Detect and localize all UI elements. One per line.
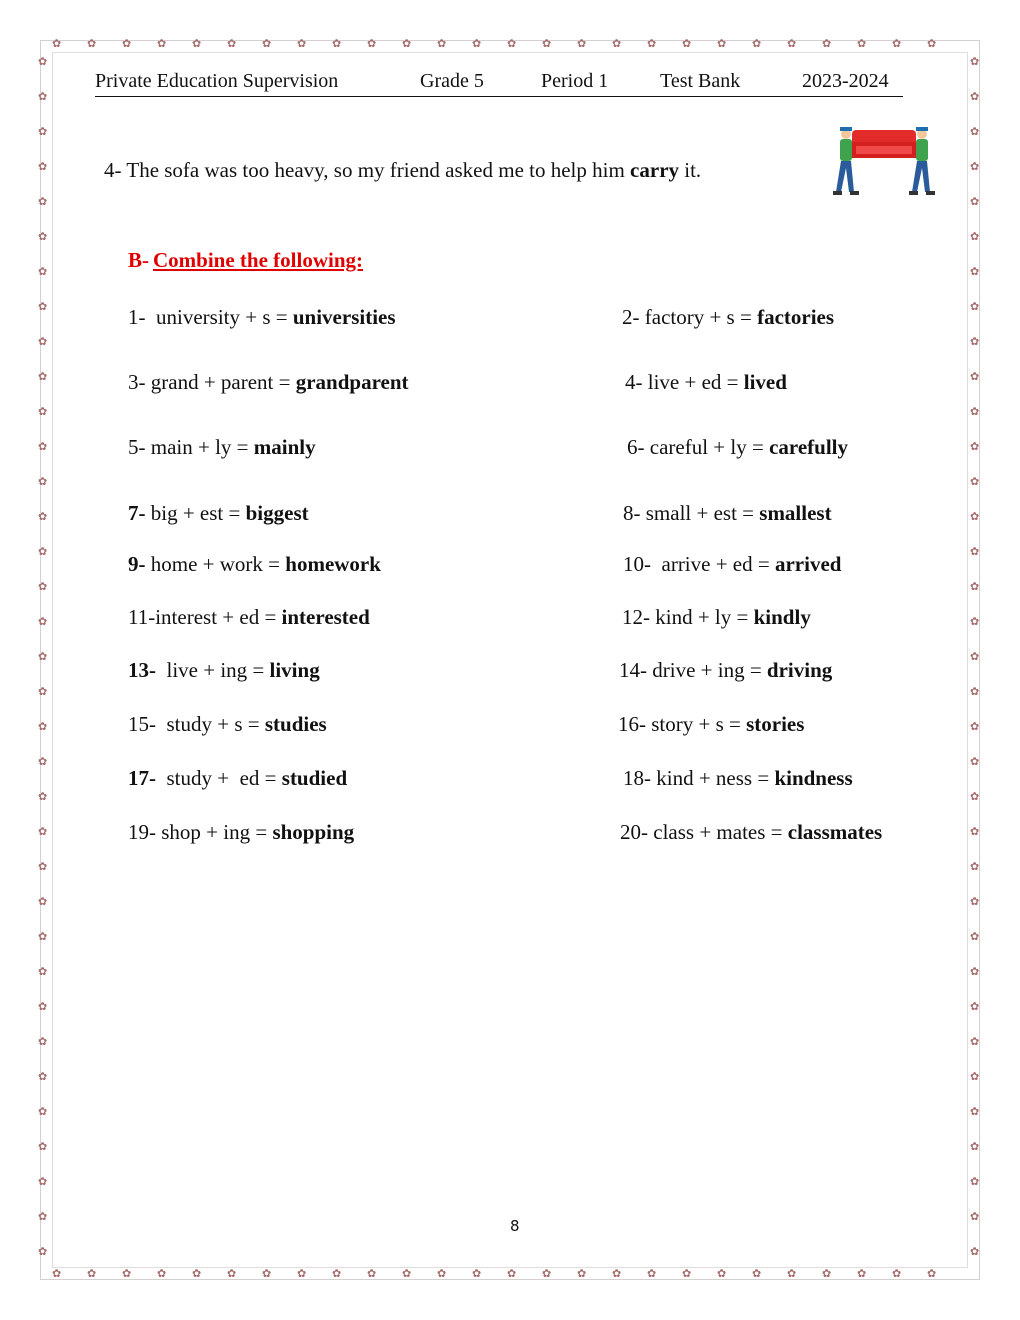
border-ornament: ✿ bbox=[970, 125, 980, 138]
item-answer: arrived bbox=[774, 552, 842, 576]
item-number: 17- bbox=[128, 766, 156, 790]
combine-item bbox=[618, 712, 804, 737]
border-ornament: ✿ bbox=[38, 440, 48, 453]
header-grade: Grade 5 bbox=[420, 70, 484, 92]
border-ornament: ✿ bbox=[752, 37, 762, 50]
combine-item bbox=[128, 766, 347, 791]
border-ornament: ✿ bbox=[157, 1267, 167, 1280]
item-answer: interested bbox=[281, 605, 370, 629]
item-number: 18- bbox=[623, 766, 657, 790]
item-number: 7- bbox=[128, 501, 146, 525]
item-answer: grandparent bbox=[295, 370, 409, 394]
item-expression: class + mates = bbox=[653, 820, 788, 844]
border-ornament: ✿ bbox=[38, 300, 48, 313]
item-expression: kind + ness = bbox=[656, 766, 775, 790]
border-ornament: ✿ bbox=[297, 37, 307, 50]
border-ornament: ✿ bbox=[927, 37, 937, 50]
border-ornament: ✿ bbox=[507, 1267, 517, 1280]
border-ornament: ✿ bbox=[227, 37, 237, 50]
header-test-bank: Test Bank bbox=[660, 70, 741, 92]
border-ornament: ✿ bbox=[970, 755, 980, 768]
border-ornament: ✿ bbox=[970, 1245, 980, 1258]
combine-item bbox=[128, 435, 316, 460]
border-ornament: ✿ bbox=[367, 1267, 377, 1280]
combine-item bbox=[128, 658, 320, 683]
combine-item bbox=[128, 712, 327, 737]
border-ornament: ✿ bbox=[87, 37, 97, 50]
item-expression: factory + s = bbox=[644, 305, 758, 329]
item-expression: main + ly = bbox=[150, 435, 254, 459]
border-ornament: ✿ bbox=[970, 405, 980, 418]
border-ornament: ✿ bbox=[38, 720, 48, 733]
border-ornament: ✿ bbox=[892, 1267, 902, 1280]
border-ornament: ✿ bbox=[87, 1267, 97, 1280]
item-answer: lived bbox=[743, 370, 787, 394]
combine-item bbox=[128, 820, 354, 845]
item-number: 12- bbox=[622, 605, 656, 629]
border-ornament: ✿ bbox=[970, 195, 980, 208]
border-ornament: ✿ bbox=[970, 90, 980, 103]
border-ornament: ✿ bbox=[787, 37, 797, 50]
border-ornament: ✿ bbox=[970, 230, 980, 243]
combine-item bbox=[623, 552, 841, 577]
item-number: 13- bbox=[128, 658, 156, 682]
border-ornament: ✿ bbox=[38, 1070, 48, 1083]
section-heading bbox=[128, 248, 363, 273]
border-ornament: ✿ bbox=[262, 1267, 272, 1280]
sentence-bold-word: carry bbox=[630, 158, 680, 182]
page-number: 8 bbox=[510, 1217, 520, 1235]
border-ornament: ✿ bbox=[970, 1140, 980, 1153]
combine-item bbox=[620, 820, 882, 845]
item-expression: drive + ing = bbox=[652, 658, 767, 682]
border-ornament: ✿ bbox=[647, 37, 657, 50]
item-number: 2- bbox=[622, 305, 645, 329]
border-ornament: ✿ bbox=[857, 37, 867, 50]
border-ornament: ✿ bbox=[612, 37, 622, 50]
border-ornament: ✿ bbox=[787, 1267, 797, 1280]
border-ornament: ✿ bbox=[38, 790, 48, 803]
border-ornament: ✿ bbox=[892, 37, 902, 50]
border-ornament: ✿ bbox=[577, 37, 587, 50]
item-expression: home + work = bbox=[145, 552, 286, 576]
document-header bbox=[95, 68, 903, 97]
item-answer: studied bbox=[281, 766, 348, 790]
item-expression: story + s = bbox=[651, 712, 747, 736]
border-ornament: ✿ bbox=[38, 965, 48, 978]
border-ornament: ✿ bbox=[192, 1267, 202, 1280]
border-ornament: ✿ bbox=[38, 510, 48, 523]
border-ornament: ✿ bbox=[970, 685, 980, 698]
combine-item bbox=[623, 501, 832, 526]
item-expression: grand + parent = bbox=[150, 370, 296, 394]
border-ornament: ✿ bbox=[122, 1267, 132, 1280]
item-number: 8- bbox=[623, 501, 646, 525]
border-ornament: ✿ bbox=[38, 370, 48, 383]
item-answer: living bbox=[269, 658, 320, 682]
item-answer: biggest bbox=[245, 501, 309, 525]
border-ornament: ✿ bbox=[38, 825, 48, 838]
movers-carrying-sofa-icon bbox=[822, 124, 944, 198]
border-ornament: ✿ bbox=[38, 125, 48, 138]
border-ornament: ✿ bbox=[157, 37, 167, 50]
border-ornament: ✿ bbox=[192, 37, 202, 50]
item-expression: big + est = bbox=[145, 501, 246, 525]
border-ornament: ✿ bbox=[970, 650, 980, 663]
border-ornament: ✿ bbox=[38, 1140, 48, 1153]
border-ornament: ✿ bbox=[38, 335, 48, 348]
border-ornament: ✿ bbox=[227, 1267, 237, 1280]
border-ornament: ✿ bbox=[542, 37, 552, 50]
border-ornament: ✿ bbox=[970, 545, 980, 558]
header-org: Private Education Supervision bbox=[95, 70, 339, 92]
border-ornament: ✿ bbox=[970, 860, 980, 873]
border-ornament: ✿ bbox=[857, 1267, 867, 1280]
combine-item bbox=[627, 435, 848, 460]
item-answer: stories bbox=[746, 712, 805, 736]
border-ornament: ✿ bbox=[970, 440, 980, 453]
border-ornament: ✿ bbox=[38, 265, 48, 278]
item-answer: universities bbox=[292, 305, 396, 329]
item-expression: arrive + ed = bbox=[656, 552, 775, 576]
border-ornament: ✿ bbox=[927, 1267, 937, 1280]
border-ornament: ✿ bbox=[822, 1267, 832, 1280]
border-ornament: ✿ bbox=[38, 580, 48, 593]
border-ornament: ✿ bbox=[970, 720, 980, 733]
border-ornament: ✿ bbox=[38, 55, 48, 68]
combine-item bbox=[622, 605, 811, 630]
combine-item bbox=[619, 658, 832, 683]
item-answer: shopping bbox=[272, 820, 355, 844]
border-ornament: ✿ bbox=[332, 1267, 342, 1280]
item-number: 5- bbox=[128, 435, 151, 459]
border-ornament: ✿ bbox=[52, 37, 62, 50]
border-ornament: ✿ bbox=[682, 1267, 692, 1280]
item-expression: kind + ly = bbox=[655, 605, 754, 629]
border-ornament: ✿ bbox=[38, 860, 48, 873]
border-ornament: ✿ bbox=[970, 265, 980, 278]
item-number: 10- bbox=[623, 552, 657, 576]
border-ornament: ✿ bbox=[970, 895, 980, 908]
item-expression: university + s = bbox=[150, 305, 293, 329]
border-ornament: ✿ bbox=[38, 475, 48, 488]
item-number: 19- bbox=[128, 820, 162, 844]
border-ornament: ✿ bbox=[542, 1267, 552, 1280]
border-ornament: ✿ bbox=[38, 195, 48, 208]
border-ornament: ✿ bbox=[717, 1267, 727, 1280]
border-ornament: ✿ bbox=[402, 37, 412, 50]
border-ornament: ✿ bbox=[970, 615, 980, 628]
item-number: 4- bbox=[625, 370, 648, 394]
question-sentence bbox=[104, 158, 701, 183]
item-expression: live + ing = bbox=[156, 658, 270, 682]
border-ornament: ✿ bbox=[970, 55, 980, 68]
sentence-text-after: it. bbox=[679, 158, 702, 182]
border-ornament: ✿ bbox=[38, 90, 48, 103]
item-number: 3- bbox=[128, 370, 151, 394]
item-answer: carefully bbox=[769, 435, 848, 459]
border-ornament: ✿ bbox=[970, 370, 980, 383]
border-ornament: ✿ bbox=[472, 37, 482, 50]
item-answer: driving bbox=[766, 658, 833, 682]
border-ornament: ✿ bbox=[38, 650, 48, 663]
border-ornament: ✿ bbox=[970, 1175, 980, 1188]
item-number: 16- bbox=[618, 712, 652, 736]
item-answer: smallest bbox=[759, 501, 832, 525]
border-ornament: ✿ bbox=[38, 755, 48, 768]
border-ornament: ✿ bbox=[437, 37, 447, 50]
item-expression: small + est = bbox=[645, 501, 760, 525]
combine-item bbox=[128, 501, 309, 526]
header-year: 2023-2024 bbox=[802, 70, 889, 92]
item-expression: interest + ed = bbox=[155, 605, 282, 629]
item-answer: kindly bbox=[753, 605, 811, 629]
border-ornament: ✿ bbox=[970, 1210, 980, 1223]
item-expression: study + ed = bbox=[156, 766, 282, 790]
border-ornament: ✿ bbox=[38, 1245, 48, 1258]
combine-item bbox=[128, 370, 409, 395]
item-answer: mainly bbox=[253, 435, 316, 459]
border-ornament: ✿ bbox=[970, 300, 980, 313]
border-ornament: ✿ bbox=[970, 580, 980, 593]
border-ornament: ✿ bbox=[38, 615, 48, 628]
border-ornament: ✿ bbox=[970, 475, 980, 488]
header-period: Period 1 bbox=[541, 70, 609, 92]
border-ornament: ✿ bbox=[38, 1105, 48, 1118]
section-label: B- bbox=[128, 248, 149, 272]
item-number: 15- bbox=[128, 712, 162, 736]
border-ornament: ✿ bbox=[970, 335, 980, 348]
border-ornament: ✿ bbox=[682, 37, 692, 50]
item-number: 6- bbox=[627, 435, 650, 459]
border-ornament: ✿ bbox=[970, 1070, 980, 1083]
border-ornament: ✿ bbox=[970, 510, 980, 523]
border-ornament: ✿ bbox=[38, 895, 48, 908]
border-ornament: ✿ bbox=[507, 37, 517, 50]
section-title: Combine the following: bbox=[153, 248, 363, 272]
border-ornament: ✿ bbox=[472, 1267, 482, 1280]
border-ornament: ✿ bbox=[970, 1000, 980, 1013]
combine-item bbox=[625, 370, 787, 395]
border-ornament: ✿ bbox=[38, 1000, 48, 1013]
item-answer: kindness bbox=[774, 766, 853, 790]
border-ornament: ✿ bbox=[970, 160, 980, 173]
border-ornament: ✿ bbox=[970, 790, 980, 803]
item-number: 1- bbox=[128, 305, 151, 329]
border-ornament: ✿ bbox=[52, 1267, 62, 1280]
border-ornament: ✿ bbox=[38, 405, 48, 418]
border-ornament: ✿ bbox=[577, 1267, 587, 1280]
item-number: 14- bbox=[619, 658, 653, 682]
border-ornament: ✿ bbox=[38, 685, 48, 698]
border-ornament: ✿ bbox=[38, 1210, 48, 1223]
border-ornament: ✿ bbox=[38, 230, 48, 243]
border-ornament: ✿ bbox=[38, 1035, 48, 1048]
border-ornament: ✿ bbox=[970, 965, 980, 978]
border-ornament: ✿ bbox=[970, 1035, 980, 1048]
sentence-text-before: 4- The sofa was too heavy, so my friend asked me to help him bbox=[104, 158, 631, 182]
border-ornament: ✿ bbox=[717, 37, 727, 50]
item-expression: shop + ing = bbox=[161, 820, 273, 844]
combine-item bbox=[623, 766, 853, 791]
border-ornament: ✿ bbox=[262, 37, 272, 50]
border-ornament: ✿ bbox=[122, 37, 132, 50]
border-ornament: ✿ bbox=[38, 545, 48, 558]
border-ornament: ✿ bbox=[612, 1267, 622, 1280]
combine-item bbox=[128, 305, 396, 330]
item-expression: careful + ly = bbox=[649, 435, 770, 459]
item-expression: study + s = bbox=[161, 712, 265, 736]
border-ornament: ✿ bbox=[970, 1105, 980, 1118]
combine-item bbox=[128, 605, 370, 630]
border-ornament: ✿ bbox=[647, 1267, 657, 1280]
combine-item bbox=[128, 552, 381, 577]
border-ornament: ✿ bbox=[437, 1267, 447, 1280]
border-ornament: ✿ bbox=[38, 930, 48, 943]
item-answer: homework bbox=[285, 552, 381, 576]
item-number: 11- bbox=[128, 605, 156, 629]
border-ornament: ✿ bbox=[402, 1267, 412, 1280]
item-answer: classmates bbox=[787, 820, 883, 844]
border-ornament: ✿ bbox=[367, 37, 377, 50]
item-number: 20- bbox=[620, 820, 654, 844]
border-ornament: ✿ bbox=[822, 37, 832, 50]
border-ornament: ✿ bbox=[297, 1267, 307, 1280]
item-number: 9- bbox=[128, 552, 146, 576]
border-ornament: ✿ bbox=[970, 930, 980, 943]
item-answer: studies bbox=[264, 712, 327, 736]
border-ornament: ✿ bbox=[752, 1267, 762, 1280]
combine-item bbox=[622, 305, 834, 330]
border-ornament: ✿ bbox=[970, 825, 980, 838]
border-ornament: ✿ bbox=[38, 160, 48, 173]
item-answer: factories bbox=[757, 305, 835, 329]
item-expression: live + ed = bbox=[647, 370, 744, 394]
border-ornament: ✿ bbox=[38, 1175, 48, 1188]
border-ornament: ✿ bbox=[332, 37, 342, 50]
